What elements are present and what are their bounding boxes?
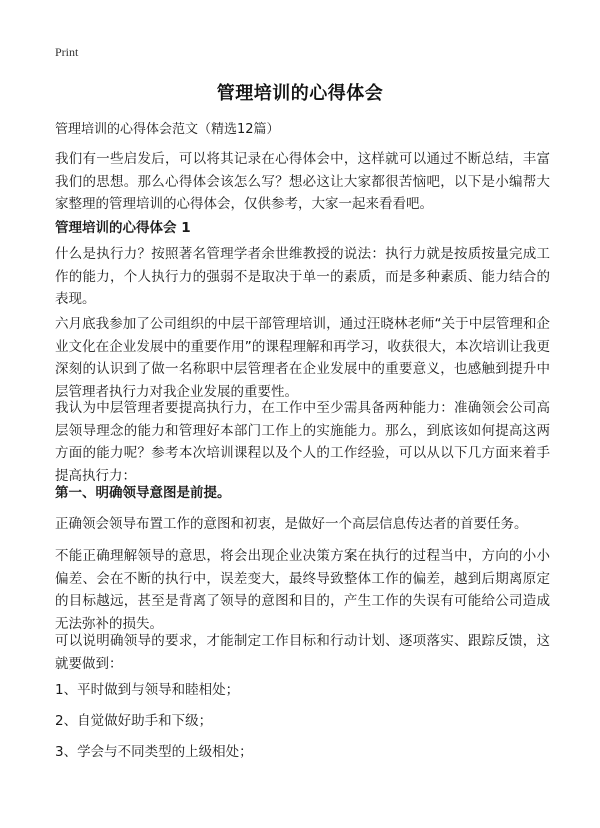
paragraph-4: 正确领会领导布置工作的意图和初衷，是做好一个高层信息传达者的首要任务。	[55, 516, 528, 532]
paragraph-2: 六月底我参加了公司组织的中层干部管理培训，通过汪晓林老师“关于中层管理和企业文化在企业发展中的重要作用”的课程理解和再学习，收获很大，本次培训让我更深刻的认识到了做一名称职中层管理者在企业发展中的重要意义，也感触到提升中层管理者执行力对我企业发展的重要性。	[55, 316, 550, 400]
list-item-3: 3、学会与不同类型的上级相处；	[55, 744, 253, 760]
paragraph-5: 不能正确理解领导的意思，将会出现企业决策方案在执行的过程当中，方向的小小偏差、会在不断的执行中，误差变大，最终导致整体工作的偏差，越到后期离原定的目标越远，甚至是背离了领导的意图和目的，产生工作的失误有可能给公司造成无法弥补的损失。	[55, 548, 550, 632]
print-label: Print	[55, 45, 79, 59]
page-title: 管理培训的心得体会	[216, 83, 384, 104]
subtitle: 管理培训的心得体会范文（精选12篇）	[55, 122, 280, 137]
list-item-2: 2、自觉做好助手和下级；	[55, 713, 213, 729]
section-heading-1: 管理培训的心得体会 1	[55, 220, 191, 236]
intro-paragraph: 我们有一些启发后，可以将其记录在心得体会中，这样就可以通过不断总结，丰富我们的思想。那么心得体会该怎么写？想必这让大家都很苦恼吧，以下是小编帮大家整理的管理培训的心得体会，仅供参考，大家一起来看看吧。	[55, 151, 550, 212]
list-item-1: 1、平时做到与领导和睦相处；	[55, 682, 240, 698]
point-heading-1: 第一、明确领导意图是前提。	[55, 485, 231, 501]
paragraph-1: 什么是执行力？按照著名管理学者余世维教授的说法：执行力就是按质按量完成工作的能力，个人执行力的强弱不是取决于单一的素质，而是多种素质、能力结合的表现。	[55, 246, 550, 307]
paragraph-3: 我认为中层管理者要提高执行力，在工作中至少需具备两种能力：准确领会公司高层领导理念的能力和管理好本部门工作上的实施能力。那么，到底该如何提高这两方面的能力呢？参考本次培训课程以及个人的工作经验，可以从以下几方面来着手提高执行力：	[55, 400, 550, 484]
paragraph-6: 可以说明确领导的要求，才能制定工作目标和行动计划、逐项落实、跟踪反馈，这就要做到：	[55, 633, 550, 672]
